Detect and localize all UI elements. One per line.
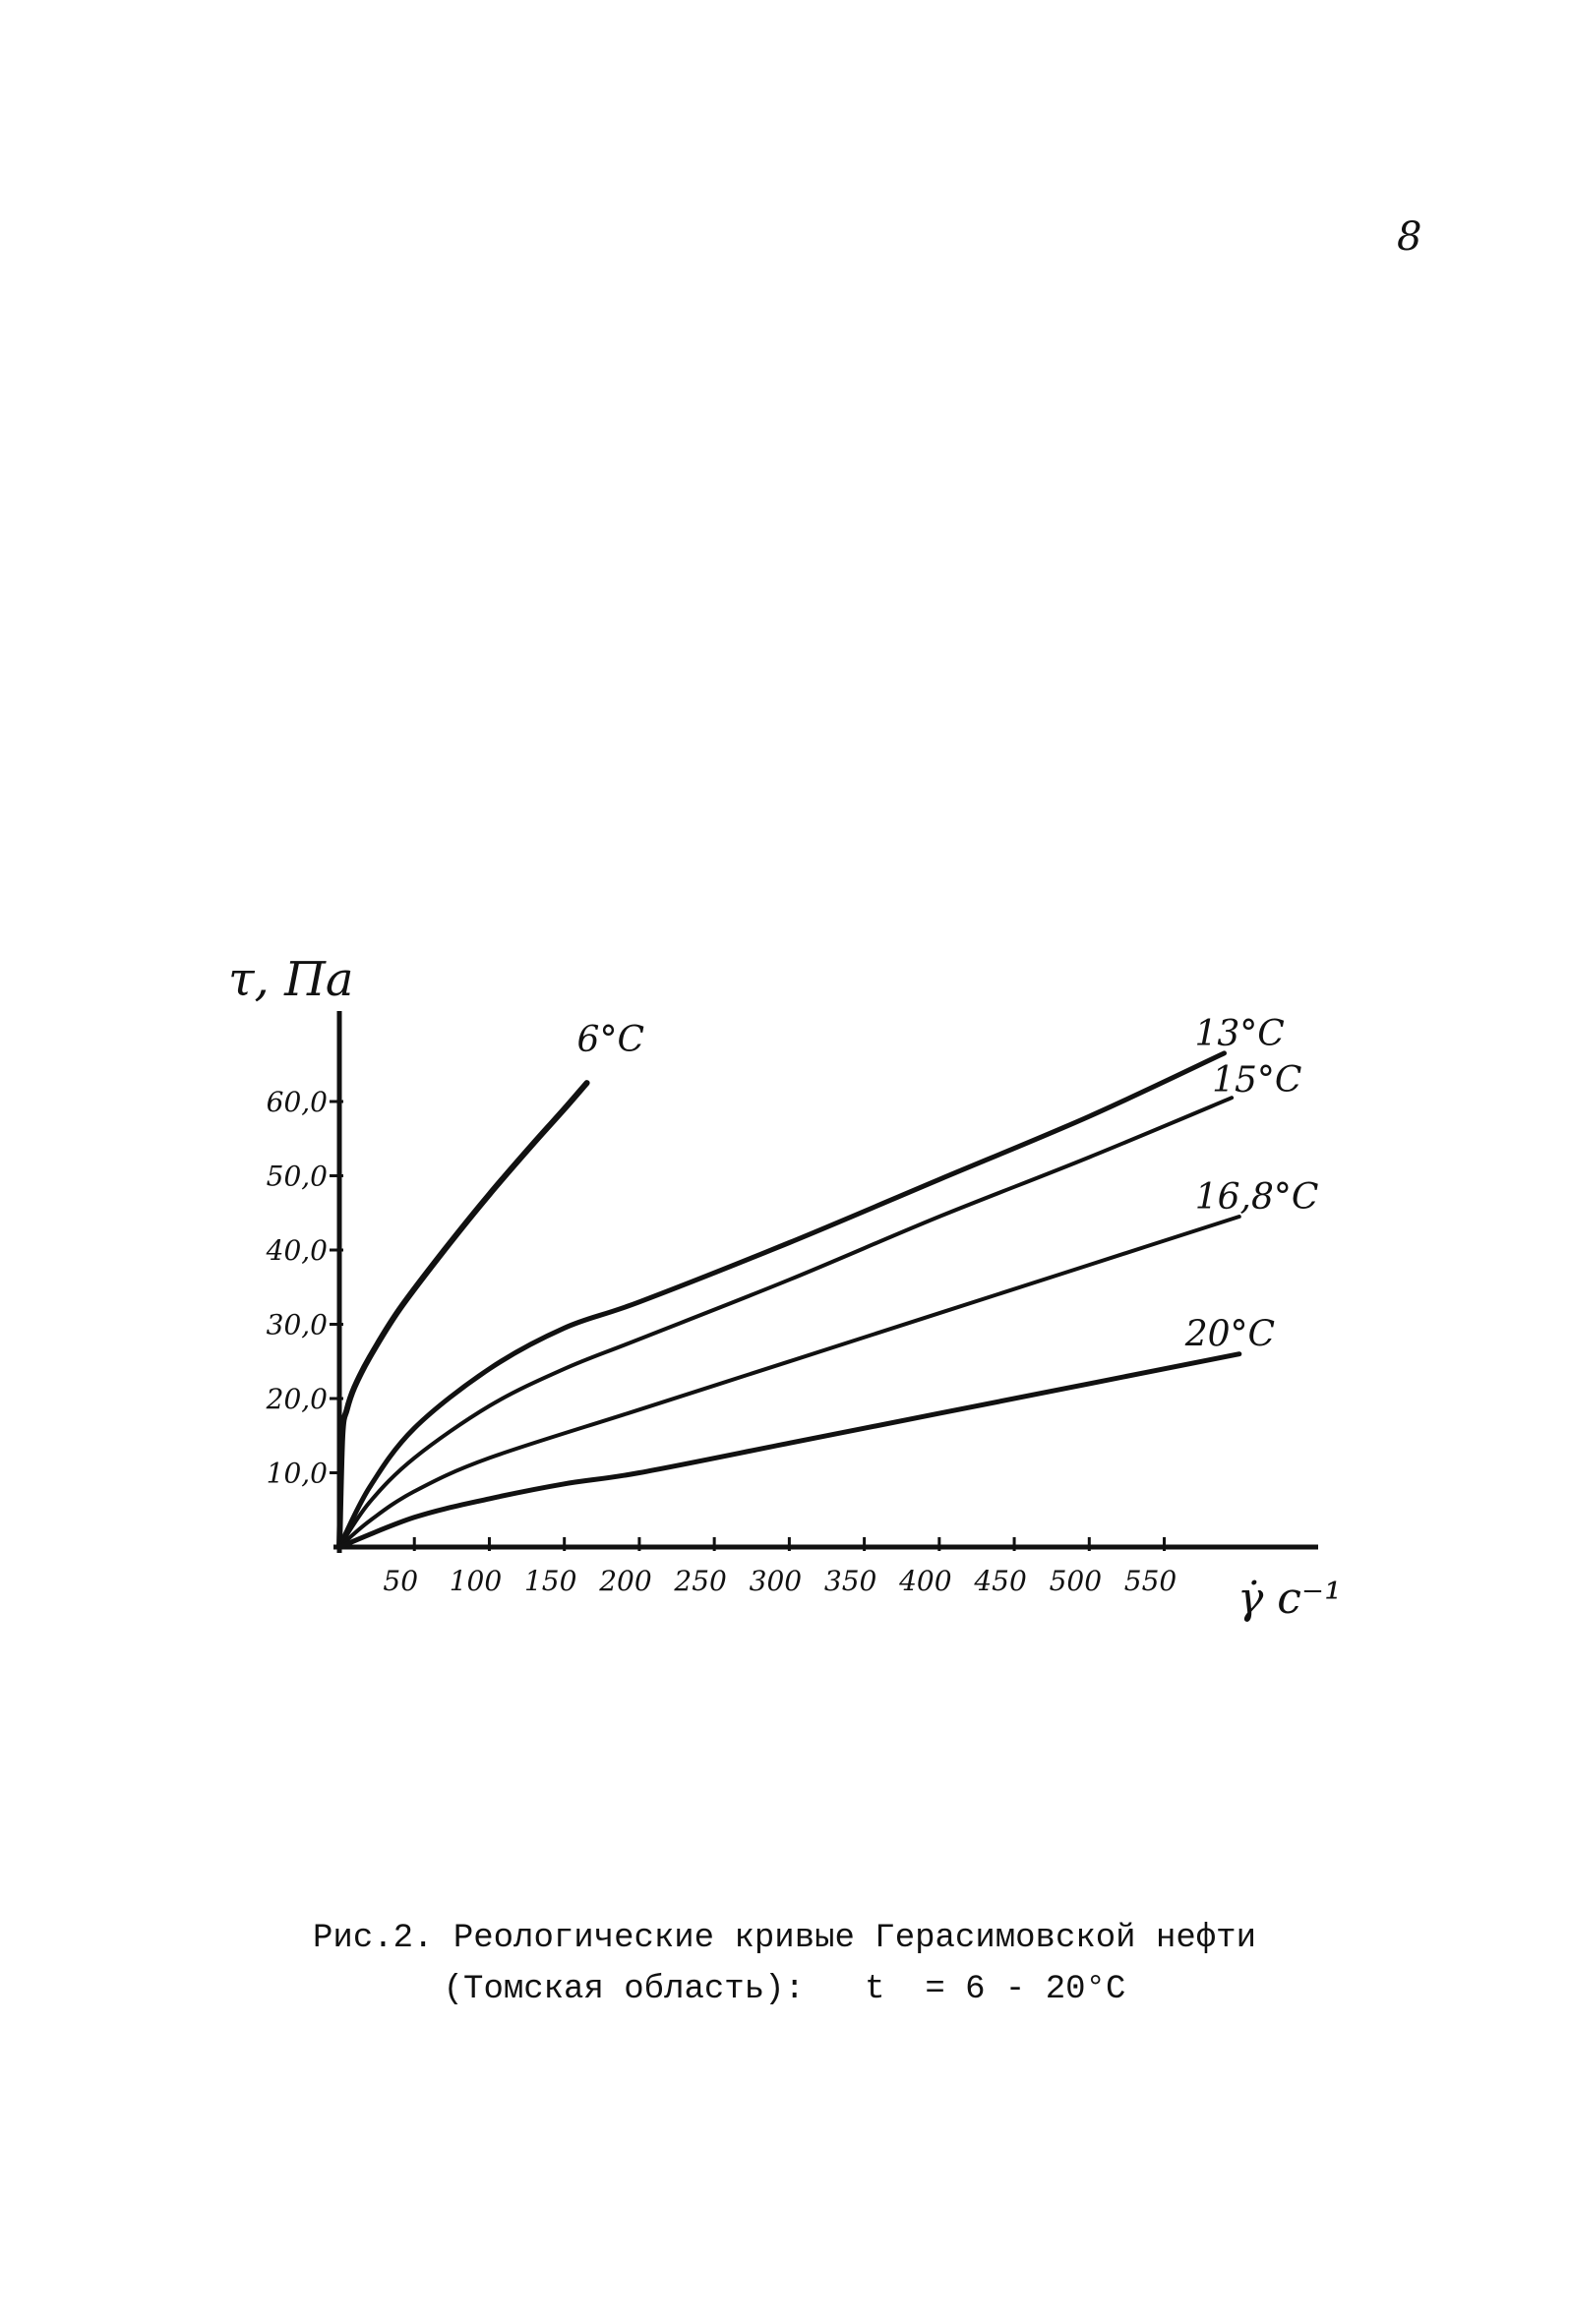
x-tick-label: 250 — [674, 1565, 727, 1597]
x-tick-label: 350 — [823, 1565, 877, 1597]
series-label: 15°C — [1212, 1060, 1302, 1102]
page-number: 8 — [1397, 214, 1422, 260]
series-line — [339, 1354, 1239, 1547]
x-tick-label: 500 — [1049, 1565, 1103, 1597]
series-label: 6°C — [576, 1020, 645, 1061]
y-tick-label: 40,0 — [266, 1234, 328, 1267]
x-tick-label: 450 — [974, 1565, 1027, 1597]
figure-caption-line-1: Рис.2. Реологические кривые Герасимовской нефти — [313, 1920, 1256, 1957]
series-label: 16,8°C — [1194, 1177, 1319, 1219]
series-line — [339, 1098, 1232, 1547]
y-tick-label: 10,0 — [266, 1457, 328, 1490]
x-tick-label: 50 — [383, 1565, 419, 1597]
x-tick-label: 300 — [749, 1565, 803, 1597]
x-tick-label: 100 — [449, 1565, 503, 1597]
figure-caption-line-2: (Томская область): t = 6 - 20°C — [443, 1971, 1126, 2008]
x-tick-label: 150 — [523, 1565, 577, 1597]
series-label: 20°C — [1184, 1314, 1276, 1355]
x-tick-label: 550 — [1123, 1565, 1177, 1597]
y-axis-label: τ, Па — [228, 952, 354, 1007]
y-tick-label: 60,0 — [266, 1086, 328, 1118]
y-tick-label: 50,0 — [266, 1160, 328, 1193]
series-label: 13°C — [1194, 1013, 1285, 1054]
x-tick-label: 200 — [599, 1565, 652, 1597]
y-tick-label: 20,0 — [266, 1383, 328, 1415]
x-tick-label: 400 — [899, 1565, 952, 1597]
chart-series — [339, 1053, 1239, 1547]
x-axis-label: γ̇ с⁻¹ — [1237, 1574, 1342, 1624]
y-tick-label: 30,0 — [266, 1308, 328, 1341]
series-line — [339, 1053, 1225, 1547]
chart-axes — [333, 1011, 1318, 1553]
